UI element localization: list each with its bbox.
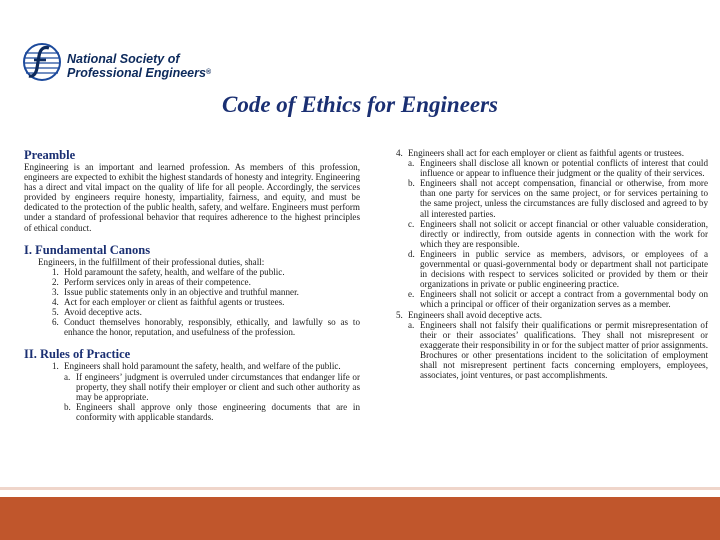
fundamental-canons-heading: I. Fundamental Canons xyxy=(24,242,151,257)
canon-item: 1. Hold paramount the safety, health, and welfare of the public. xyxy=(52,266,285,277)
rule-subitem: c. Engineers shall not solicit or accept financial or other valuable consideration, directly or indirectly, from outside agents in connection with the work for which they are responsible. xyxy=(408,218,708,249)
document-title: Code of Ethics for Engineers xyxy=(221,92,499,117)
rule-subitem: e. Engineers shall not solicit or accept a contract from a governmental body on which a principal or officer of their organization serves as a member. xyxy=(408,289,708,310)
rule-item: 4. Engineers shall act for each employer or client as faithful agents or trustees. xyxy=(396,148,684,158)
footer-band xyxy=(0,497,720,540)
canon-item: 3. Issue public statements only in an objective and truthful manner. xyxy=(52,286,299,297)
nspe-logo-icon xyxy=(22,42,62,82)
canon-item: 5. Avoid deceptive acts. xyxy=(52,307,142,318)
rules-of-practice-heading: II. Rules of Practice xyxy=(24,347,131,362)
rule-item: 1. Engineers shall hold paramount the safety, health, and welfare of the public. xyxy=(52,361,341,372)
preamble-text: Engineering is an important and learned profession. As members of this profession, engineers are expected to exhibit the highest standards of honesty and integrity. Engineering has a direct and vital impact on the quality of life for all people. Accordingly, the services provided by engineers require honesty, impartiality, fairness, and equity, and must be dedicated to the protection of the public health, safety, and welfare. Engineers must perform under a standard of professional behavior that requires adherence to the highest principles of ethical conduct. xyxy=(24,162,360,233)
registered-mark: ® xyxy=(205,69,212,76)
org-name-line2: Professional Engineers xyxy=(67,66,206,80)
rule-subitem: a. Engineers shall not falsify their qualifications or permit misrepresentation of their or their associates’ qualifications. They shall not misrepresent or exaggerate their responsibility in or for the subject matter of prior assignments. Brochures or other presentations incident to the solicitation of employment shall not misrepresent pertinent facts concerning employers, employees, associates, joint ventures, or past accomplishments. xyxy=(408,319,708,381)
canon-item: 6. Conduct themselves honorably, responsibly, ethically, and lawfully so as to enhance the honor, reputation, and usefulness of the profession. xyxy=(52,317,360,338)
footer-divider xyxy=(0,487,720,490)
org-name-line1: National Society of xyxy=(67,52,180,66)
preamble-heading: Preamble xyxy=(24,148,76,162)
rule-subitem: b. Engineers shall approve only those engineering documents that are in conformity with applicable standards. xyxy=(64,401,360,422)
rule-subitem: b. Engineers shall not accept compensation, financial or otherwise, from more than one party for services on the same project, or for services pertaining to the same project, unless the circumstances are fully disclosed and agreed to by all interested parties. xyxy=(408,178,708,219)
org-name xyxy=(67,52,211,80)
rule-item: 5. Engineers shall avoid deceptive acts. xyxy=(396,309,543,320)
rule-subitem: a. Engineers shall disclose all known or potential conflicts of interest that could influence or appear to influence their judgment or the quality of their services. xyxy=(408,158,708,179)
rule-subitem: d. Engineers in public service as members, advisors, or employees of a governmental or quasi-governmental body or department shall not participate in decisions with respect to services solicited or provided by them or their organizations in private or public engineering practice. xyxy=(408,248,708,290)
canon-item: 2. Perform services only in areas of their competence. xyxy=(52,276,251,287)
fundamental-canons-intro: Engineers, in the fulfillment of their professional duties, shall: xyxy=(38,256,265,267)
rule-subitem: a. If engineers’ judgment is overruled under circumstances that endanger life or property, they shall notify their employer or client and such other authority as may be appropriate. xyxy=(64,371,360,402)
right-column xyxy=(396,148,708,380)
left-column xyxy=(24,148,360,422)
canon-item: 4. Act for each employer or client as faithful agents or trustees. xyxy=(52,297,285,308)
